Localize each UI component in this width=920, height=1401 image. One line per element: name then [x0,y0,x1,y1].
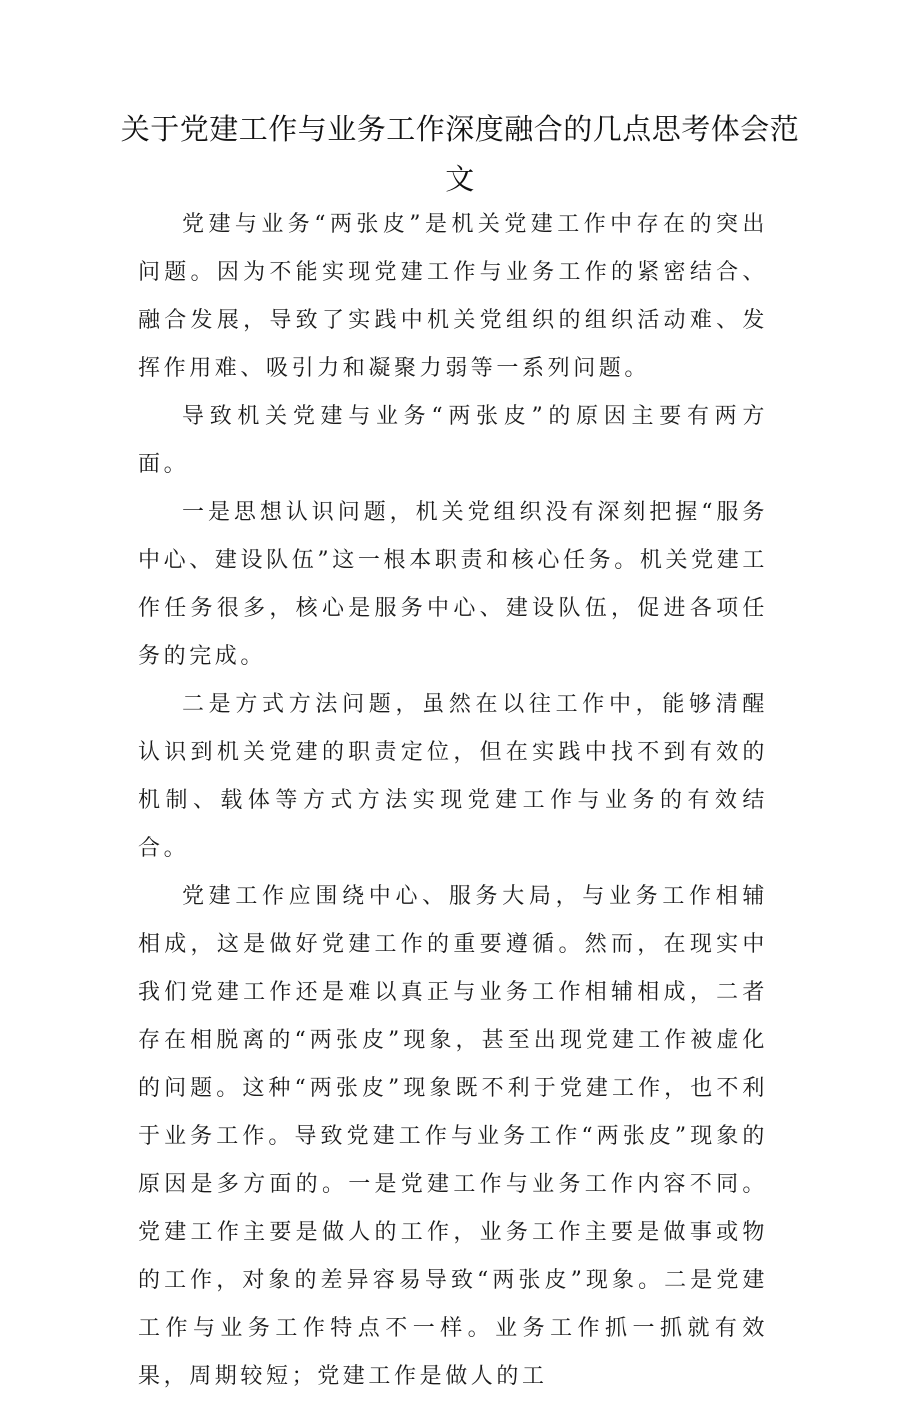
paragraph-cause-one: 一是思想认识问题，机关党组织没有深刻把握“服务中心、建设队伍”这一根本职责和核心任务。机关党建工作任务很多，核心是服务中心、建设队伍，促进各项任务的完成。 [138,500,768,669]
paragraph-discussion: 党建工作应围绕中心、服务大局，与业务工作相辅相成，这是做好党建工作的重要遵循。然而，在现实中我们党建工作还是难以真正与业务工作相辅相成，二者存在相脱离的“两张皮”现象，甚至出现党建工作被虚化的问题。这种“两张皮”现象既不利于党建工作，也不利于业务工作。导致党建工作与业务工作“两张皮”现象的原因是多方面的。一是党建工作与业务工作内容不同。党建工作主要是做人的工作，业务工作主要是做事或物的工作，对象的差异容易导致“两张皮”现象。二是党建工作与业务工作特点不一样。业务工作抓一抓就有效果，周期较短；党建工作是做人的工 [138,884,768,1389]
paragraph-intro: 党建与业务“两张皮”是机关党建工作中存在的突出问题。因为不能实现党建工作与业务工作的紧密结合、融合发展，导致了实践中机关党组织的组织活动难、发挥作用难、吸引力和凝聚力弱等一系列问题。 [138,212,768,381]
paragraph-cause-two: 二是方式方法问题，虽然在以往工作中，能够清醒认识到机关党建的职责定位，但在实践中找不到有效的机制、载体等方式方法实现党建工作与业务的有效结合。 [138,692,768,861]
document-title: 关于党建工作与业务工作深度融合的几点思考体会范文 [120,112,800,196]
document-body [138,201,768,1401]
paragraph-causes-summary: 导致机关党建与业务“两张皮”的原因主要有两方面。 [138,404,768,477]
